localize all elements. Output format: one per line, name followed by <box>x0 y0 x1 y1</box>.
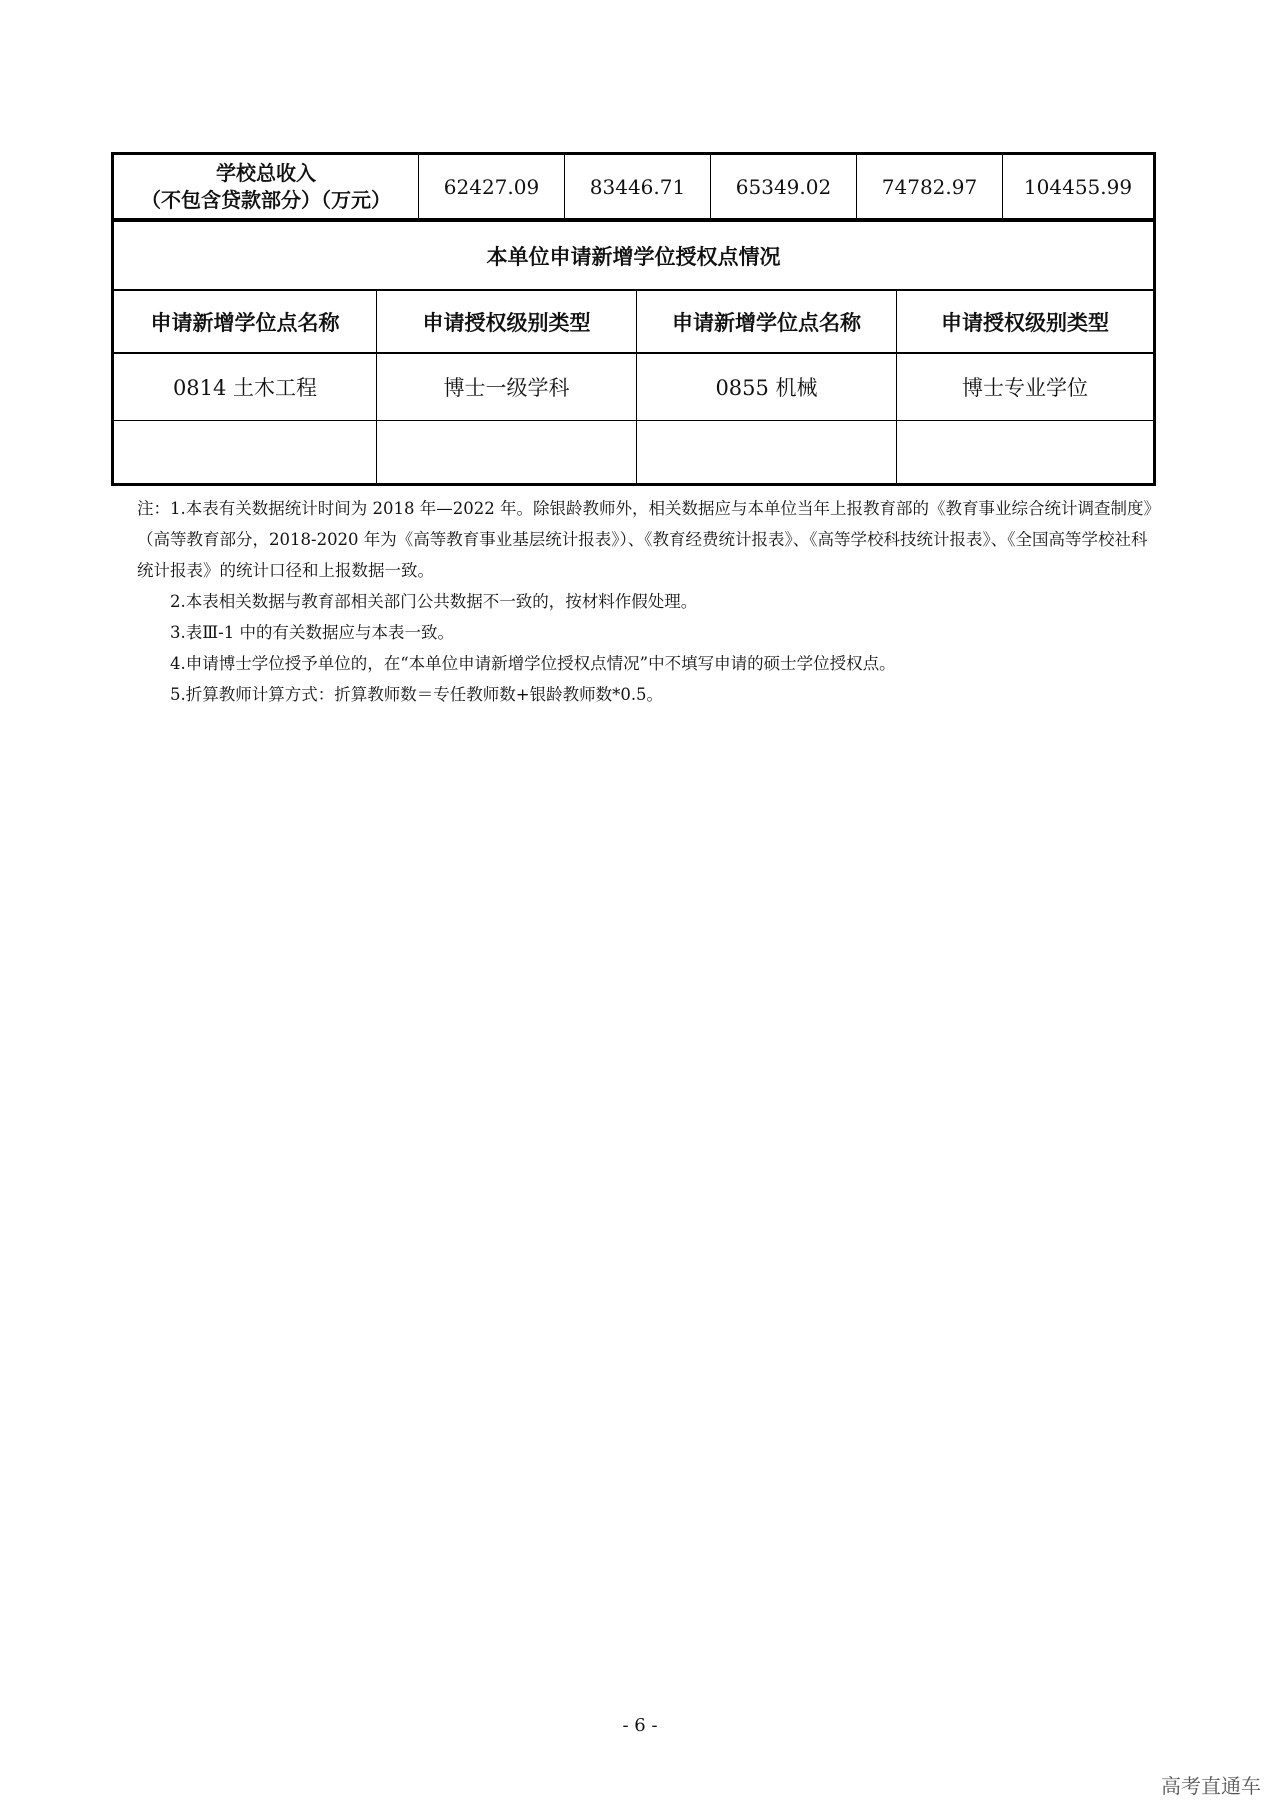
table-cell <box>113 421 377 485</box>
table-row <box>113 421 1155 485</box>
table-row <box>113 353 1155 421</box>
note-1: 注：1.本表有关数据统计时间为 2018 年—2022 年。除银龄教师外，相关数据应与本单位当年上报教育部的《教育事业综合统计调查制度》（高等教育部分，2018-2020 年为《高等教育事业基层统计报表》）、《教育经费统计报表》、《高等学校科技统计报表》、《全国高等学校社科统计报表》的统计口径和上报数据一致。 <box>137 499 1152 580</box>
income-value-5: 104455.99 <box>1003 154 1155 219</box>
income-row <box>113 154 1155 219</box>
note-2: 2.本表相关数据与教育部相关部门公共数据不一致的，按材料作假处理。 <box>170 592 698 611</box>
watermark: 高考直通车 <box>1161 1774 1261 1798</box>
income-value-4: 74782.97 <box>857 154 1003 219</box>
header-level-type-1: 申请授权级别类型 <box>377 290 637 353</box>
income-value-1: 62427.09 <box>419 154 565 219</box>
apply-table-title: 本单位申请新增学位授权点情况 <box>113 221 1155 291</box>
income-value-3: 65349.02 <box>711 154 857 219</box>
table-cell <box>897 421 1155 485</box>
table-cell: 0814 土木工程 <box>113 353 377 421</box>
income-value-2: 83446.71 <box>565 154 711 219</box>
table-cell: 博士专业学位 <box>897 353 1155 421</box>
page-number: - 6 - <box>622 1715 658 1736</box>
note-4: 4.申请博士学位授予单位的，在“本单位申请新增学位授权点情况”中不填写申请的硕士学位授权点。 <box>170 654 896 673</box>
income-table <box>111 152 1156 219</box>
table-cell: 0855 机械 <box>637 353 897 421</box>
income-label-cell <box>113 154 419 219</box>
header-degree-name-1: 申请新增学位点名称 <box>113 290 377 353</box>
apply-table-header-row <box>113 290 1155 353</box>
header-level-type-2: 申请授权级别类型 <box>897 290 1155 353</box>
income-label-line1: 学校总收入 <box>216 160 316 185</box>
table-cell <box>637 421 897 485</box>
header-degree-name-2: 申请新增学位点名称 <box>637 290 897 353</box>
note-5: 5.折算教师计算方式：折算教师数＝专任教师数+银龄教师数*0.5。 <box>170 685 664 704</box>
income-label-line2: （不包含贷款部分）（万元） <box>141 187 391 212</box>
apply-table <box>111 219 1156 486</box>
apply-table-title-row <box>113 221 1155 291</box>
table-cell: 博士一级学科 <box>377 353 637 421</box>
note-3: 3.表Ⅲ-1 中的有关数据应与本表一致。 <box>170 623 454 642</box>
notes-section <box>137 493 1157 710</box>
table-cell <box>377 421 637 485</box>
